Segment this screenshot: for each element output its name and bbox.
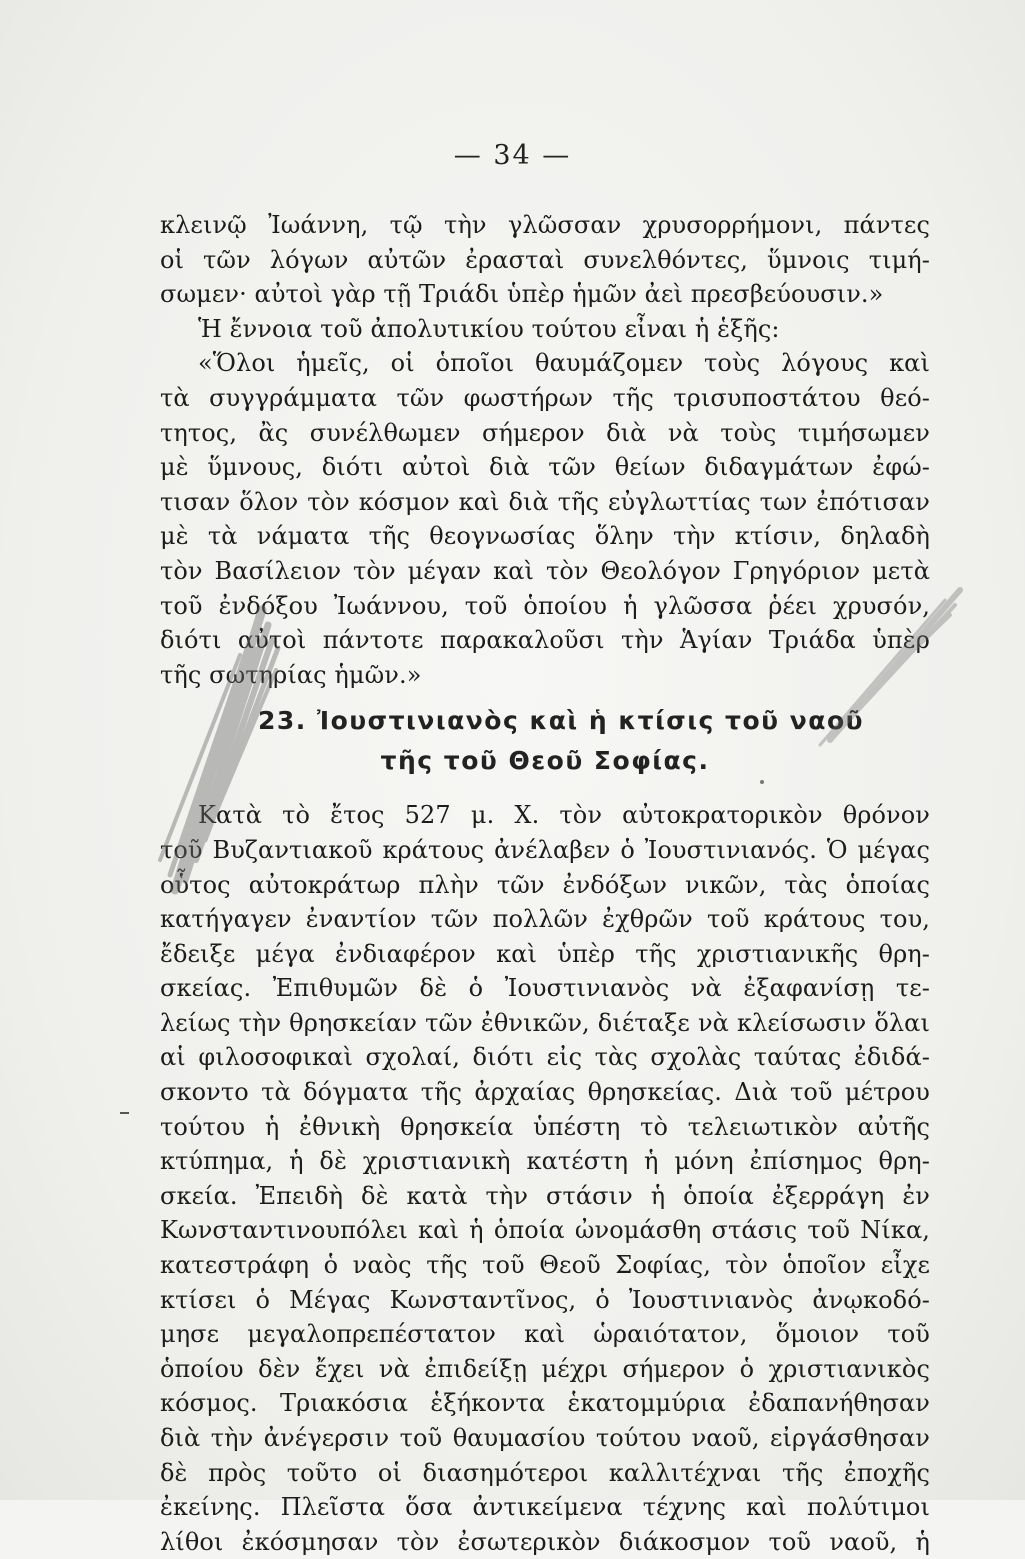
pencil-mark bbox=[120, 1112, 129, 1114]
page-body bbox=[160, 208, 930, 1559]
text-line: τὸν Βασίλειον τὸν μέγαν καὶ τὸν Θεολόγον Γρηγόριον μετὰ bbox=[160, 556, 930, 585]
paragraph-hymn-end bbox=[160, 208, 930, 312]
text-line: τὰ συγγράμματα τῶν φωστήρων τῆς τρισυποστάτου θεό- bbox=[160, 383, 930, 412]
text-line: τοῦ ἐνδόξου Ἰωάννου, τοῦ ὁποίου ἡ γλῶσσα ῥέει χρυσόν, bbox=[160, 591, 930, 620]
text-line: οἱ τῶν λόγων αὐτῶν ἐρασταὶ συνελθόντες, ὕμνοις τιμή- bbox=[160, 245, 930, 274]
text-line: διότι αὐτοὶ πάντοτε παρακαλοῦσι τὴν Ἁγίαν Τριάδα ὑπὲρ bbox=[160, 626, 930, 655]
paragraph-meaning-intro bbox=[160, 312, 930, 347]
text-line: οὗτος αὐτοκράτωρ πλὴν τῶν ἐνδόξων νικῶν, τὰς ὁποίας bbox=[160, 870, 930, 899]
text-line: τούτου ἡ ἐθνικὴ θρησκεία ὑπέστη τὸ τελειωτικὸν αὐτῆς bbox=[160, 1112, 930, 1141]
text-line: τῆς σωτηρίας ἡμῶν.» bbox=[160, 660, 422, 689]
text-line: Κατὰ τὸ ἔτος 527 μ. Χ. τὸν αὐτοκρατορικὸν θρόνον bbox=[198, 801, 930, 830]
text-line: κτίσει ὁ Μέγας Κωνσταντῖνος, ὁ Ἰουστινιανὸς ἀνῳκοδό- bbox=[160, 1285, 930, 1314]
text-line: λείως τὴν θρησκείαν τῶν ἐθνικῶν, διέταξε νὰ κλείσωσιν ὅλαι bbox=[160, 1008, 930, 1037]
text-line: λίθοι ἐκόσμησαν τὸν ἐσωτερικὸν διάκοσμον τοῦ ναοῦ, ἡ bbox=[160, 1527, 930, 1556]
text-line: μησε μεγαλοπρεπέστατον καὶ ὡραιότατον, ὅμοιον τοῦ bbox=[160, 1320, 930, 1349]
page-number: — 34 — bbox=[453, 140, 572, 171]
text-line: αἱ φιλοσοφικαὶ σχολαί, διότι εἰς τὰς σχολὰς ταύτας ἐδιδά- bbox=[160, 1043, 930, 1072]
section-title-line-1: 23. Ἰουστινιανὸς καὶ ἡ κτίσις τοῦ ναοῦ bbox=[258, 706, 865, 736]
text-line: διὰ τὴν ἀνέγερσιν τοῦ θαυμασίου τούτου ναοῦ, εἰργάσθησαν bbox=[160, 1424, 930, 1452]
paragraph-meaning bbox=[160, 346, 930, 692]
text-line: σκεία. Ἐπειδὴ δὲ κατὰ τὴν στάσιν ἡ ὁποία ἐξερράγη ἐν bbox=[160, 1181, 930, 1210]
paragraph-justinian bbox=[160, 798, 930, 1559]
text-line: μὲ ὕμνους, διότι αὐτοὶ διὰ τῶν θείων διδαγμάτων ἐφώ- bbox=[160, 453, 930, 482]
text-line: κτύπημα, ἡ δὲ χριστιανικὴ κατέστη ἡ μόνη ἐπίσημος θρη- bbox=[160, 1147, 930, 1176]
text-line: σωμεν· αὐτοὶ γὰρ τῇ Τριάδι ὑπὲρ ἡμῶν ἀεὶ πρεσβεύουσιν.» bbox=[160, 280, 884, 309]
text-line: ἔδειξε μέγα ἐνδιαφέρον καὶ ὑπὲρ τῆς χριστιανικῆς θρη- bbox=[160, 939, 930, 968]
text-line: σκείας. Ἐπιθυμῶν δὲ ὁ Ἰουστινιανὸς νὰ ἐξαφανίσῃ τε- bbox=[160, 974, 930, 1003]
text-line: τοῦ Βυζαντιακοῦ κράτους ἀνέλαβεν ὁ Ἰουστινιανός. Ὁ μέγας bbox=[160, 835, 930, 864]
text-line: σκοντο τὰ δόγματα τῆς ἀρχαίας θρησκείας. Διὰ τοῦ μέτρου bbox=[160, 1078, 930, 1107]
text-line: κατήγαγεν ἐναντίον τῶν πολλῶν ἐχθρῶν τοῦ κράτους του, bbox=[160, 905, 930, 934]
section-title-line-2: τῆς τοῦ Θεοῦ Σοφίας. bbox=[380, 746, 710, 776]
text-line: Κωνσταντινουπόλει καὶ ἡ ὁποία ὠνομάσθη στάσις τοῦ Νίκα, bbox=[160, 1216, 930, 1245]
text-line: τητος, ἂς συνέλθωμεν σήμερον διὰ νὰ τοὺς τιμήσωμεν bbox=[160, 418, 930, 447]
text-line: κατεστράφη ὁ ναὸς τῆς τοῦ Θεοῦ Σοφίας, τὸν ὁποῖον εἶχε bbox=[160, 1251, 930, 1280]
section-heading bbox=[160, 706, 930, 794]
text-line: κόσμος. Τριακόσια ἑξήκοντα ἑκατομμύρια ἐδαπανήθησαν bbox=[160, 1389, 930, 1418]
pencil-dot bbox=[760, 780, 764, 784]
text-line: κλεινῷ Ἰωάννη, τῷ τὴν γλῶσσαν χρυσορρήμονι, πάντες bbox=[160, 211, 930, 239]
text-line: Ἡ ἔννοια τοῦ ἀπολυτικίου τούτου εἶναι ἡ ἑξῆς: bbox=[198, 314, 780, 343]
text-line: «Ὅλοι ἡμεῖς, οἱ ὁποῖοι θαυμάζομεν τοὺς λόγους καὶ bbox=[198, 349, 930, 378]
text-line: ὁποίου δὲν ἔχει νὰ ἐπιδείξῃ μέχρι σήμερον ὁ χριστιανικὸς bbox=[160, 1354, 930, 1383]
text-line: δὲ πρὸς τοῦτο οἱ διασημότεροι καλλιτέχναι τῆς ἐποχῆς bbox=[160, 1458, 930, 1487]
text-line: ἐκείνης. Πλεῖστα ὅσα ἀντικείμενα τέχνης καὶ πολύτιμοι bbox=[160, 1493, 930, 1522]
text-line: τισαν ὅλον τὸν κόσμον καὶ διὰ τῆς εὐγλωττίας των ἐπότισαν bbox=[160, 487, 930, 516]
text-line: μὲ τὰ νάματα τῆς θεογνωσίας ὅλην τὴν κτίσιν, δηλαδὴ bbox=[160, 522, 930, 551]
